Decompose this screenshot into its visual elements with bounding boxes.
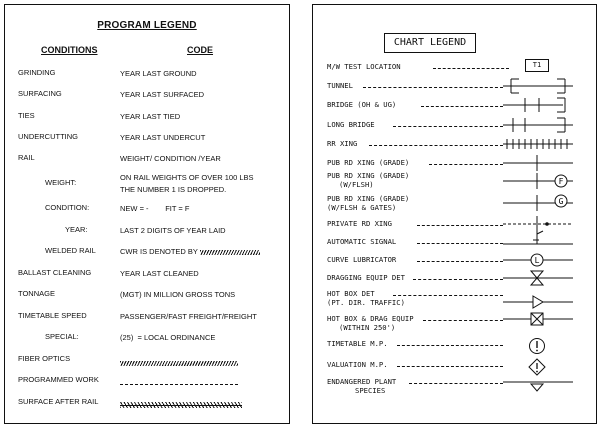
program-row-year <box>5 225 289 245</box>
chart-row-label: AUTOMATIC SIGNAL <box>327 237 397 246</box>
code-label: YEAR LAST SURFACED <box>120 90 205 99</box>
code-label: YEAR LAST CLEANED <box>120 269 199 278</box>
condition-label: WELDED RAIL <box>45 246 96 255</box>
leader-dash <box>429 164 503 165</box>
condition-label: YEAR: <box>65 225 88 234</box>
chart-row-label: CURVE LUBRICATOR <box>327 255 397 264</box>
code-label <box>120 172 254 196</box>
code-label: LAST 2 DIGITS OF YEAR LAID <box>120 226 226 235</box>
label-line-1: PUB RD XING (GRADE) <box>327 171 410 180</box>
gates-circle-text: G <box>558 197 564 206</box>
t1-box-icon: T1 <box>525 59 549 72</box>
code-label: WEIGHT/ CONDITION /YEAR <box>120 154 221 163</box>
chart-row-label: M/W TEST LOCATION <box>327 62 401 71</box>
program-row-fiber-optics <box>5 354 289 374</box>
leader-dash <box>417 225 503 226</box>
condition-label: FIBER OPTICS <box>18 354 71 363</box>
conditions-header: CONDITIONS <box>41 45 98 55</box>
surface-after-rail-icon <box>120 402 242 408</box>
chart-legend-title: CHART LEGEND <box>384 33 476 53</box>
leader-dash <box>417 243 503 244</box>
leader-dash <box>417 261 503 262</box>
program-row-undercutting <box>5 132 289 152</box>
code-line-1: ON RAIL WEIGHTS OF OVER 100 LBS <box>120 173 254 182</box>
code-symbol <box>120 378 238 390</box>
label-line-1: PUB RD XING (GRADE) <box>327 194 410 203</box>
condition-label: RAIL <box>18 153 35 162</box>
dragging-detector-icon <box>503 267 573 289</box>
program-row-grinding <box>5 68 289 88</box>
chart-row-label: DRAGGING EQUIP DET <box>327 273 405 282</box>
code-label <box>120 246 260 258</box>
label-line-1: HOT BOX DET <box>327 289 375 298</box>
condition-label: TIMETABLE SPEED <box>18 311 87 320</box>
condition-label: GRINDING <box>18 68 56 77</box>
code-label: PASSENGER/FAST FREIGHT/FREIGHT <box>120 312 257 321</box>
program-row-condition <box>5 203 289 223</box>
chart-row-label <box>327 289 405 307</box>
label-line-2: (PT. DIR. TRAFFIC) <box>327 298 405 307</box>
program-row-ties <box>5 111 289 131</box>
chart-row-label: RR XING <box>327 139 358 148</box>
condition-label: SURFACING <box>18 89 62 98</box>
code-symbol <box>120 399 242 411</box>
program-row-weight <box>5 173 289 198</box>
chart-row-label: LONG BRIDGE <box>327 120 375 129</box>
leader-dash <box>397 366 503 367</box>
cwr-text: CWR IS DENOTED BY <box>120 247 198 256</box>
label-line-2: SPECIES <box>355 386 386 395</box>
condition-label: CONDITION: <box>45 203 90 212</box>
bridge-icon <box>503 94 573 116</box>
code-label: YEAR LAST TIED <box>120 112 181 121</box>
leader-dash <box>369 145 503 146</box>
program-row-ballast-cleaning <box>5 268 289 288</box>
flasher-crossing-icon <box>503 170 573 192</box>
program-legend-title: PROGRAM LEGEND <box>97 20 197 31</box>
chart-row-label: PUB RD XING (GRADE) <box>327 158 410 167</box>
chart-row-label <box>327 314 414 332</box>
label-line-2: (WITHIN 250') <box>339 323 396 332</box>
leader-dash <box>413 279 503 280</box>
code-symbol <box>120 357 238 369</box>
chart-legend-panel <box>312 4 597 424</box>
chart-row-label: VALUATION M.P. <box>327 360 388 369</box>
leader-dash <box>409 383 503 384</box>
program-legend-panel <box>4 4 290 424</box>
cwr-hatch-icon <box>200 250 260 255</box>
condition-label: PROGRAMMED WORK <box>18 375 99 384</box>
condition-label: BALLAST CLEANING <box>18 268 92 277</box>
code-label: YEAR LAST UNDERCUT <box>120 133 206 142</box>
timetable-mp-icon <box>503 335 573 357</box>
leader-dash <box>397 345 503 346</box>
leader-dash <box>423 320 503 321</box>
flasher-circle-text: F <box>558 177 564 186</box>
code-label: (25) = LOCAL ORDINANCE <box>120 333 216 342</box>
valuation-mp-icon <box>503 356 573 378</box>
leader-dash <box>433 68 509 69</box>
chart-row-label: TUNNEL <box>327 81 353 90</box>
condition-label: WEIGHT: <box>45 178 77 187</box>
hot-box-drag-icon <box>503 308 573 330</box>
program-row-rail <box>5 153 289 173</box>
program-row-programmed-work <box>5 375 289 395</box>
fiber-optics-hatch-icon <box>120 361 238 366</box>
leader-dash <box>363 87 503 88</box>
chart-row-label: PRIVATE RD XING <box>327 219 392 228</box>
chart-row-label <box>327 171 409 189</box>
programmed-work-dash-icon <box>120 384 238 385</box>
chart-row-label: TIMETABLE M.P. <box>327 339 388 348</box>
condition-label: TIES <box>18 111 35 120</box>
chart-row-label <box>327 194 409 212</box>
leader-dash <box>393 295 503 296</box>
label-line-2: (W/FLSH) <box>339 180 374 189</box>
condition-label: SPECIAL: <box>45 332 79 341</box>
lubricator-circle-text: L <box>534 256 540 265</box>
code-label: NEW = - FIT = F <box>120 204 190 213</box>
endangered-plant-icon <box>503 377 573 399</box>
program-row-surfacing <box>5 89 289 109</box>
program-row-surface-after-rail <box>5 397 289 417</box>
program-row-welded-rail <box>5 246 289 266</box>
label-line-1: HOT BOX & DRAG EQUIP <box>327 314 414 323</box>
leader-dash <box>393 126 503 127</box>
chart-row-label <box>327 377 396 395</box>
label-line-1: ENDANGERED PLANT <box>327 377 397 386</box>
condition-label: SURFACE AFTER RAIL <box>18 397 99 406</box>
code-line-2: THE NUMBER 1 IS DROPPED. <box>120 185 227 194</box>
program-row-special <box>5 332 289 352</box>
condition-label: TONNAGE <box>18 289 55 298</box>
leader-dash <box>421 106 503 107</box>
code-header: CODE <box>187 45 214 55</box>
chart-row-label: BRIDGE (OH & UG) <box>327 100 397 109</box>
program-row-timetable-speed <box>5 311 289 331</box>
code-label: (MGT) IN MILLION GROSS TONS <box>120 290 236 299</box>
label-line-2: (W/FLSH & GATES) <box>327 203 397 212</box>
condition-label: UNDERCUTTING <box>18 132 78 141</box>
gated-crossing-icon <box>503 192 573 214</box>
program-row-tonnage <box>5 289 289 309</box>
code-label: YEAR LAST GROUND <box>120 69 197 78</box>
